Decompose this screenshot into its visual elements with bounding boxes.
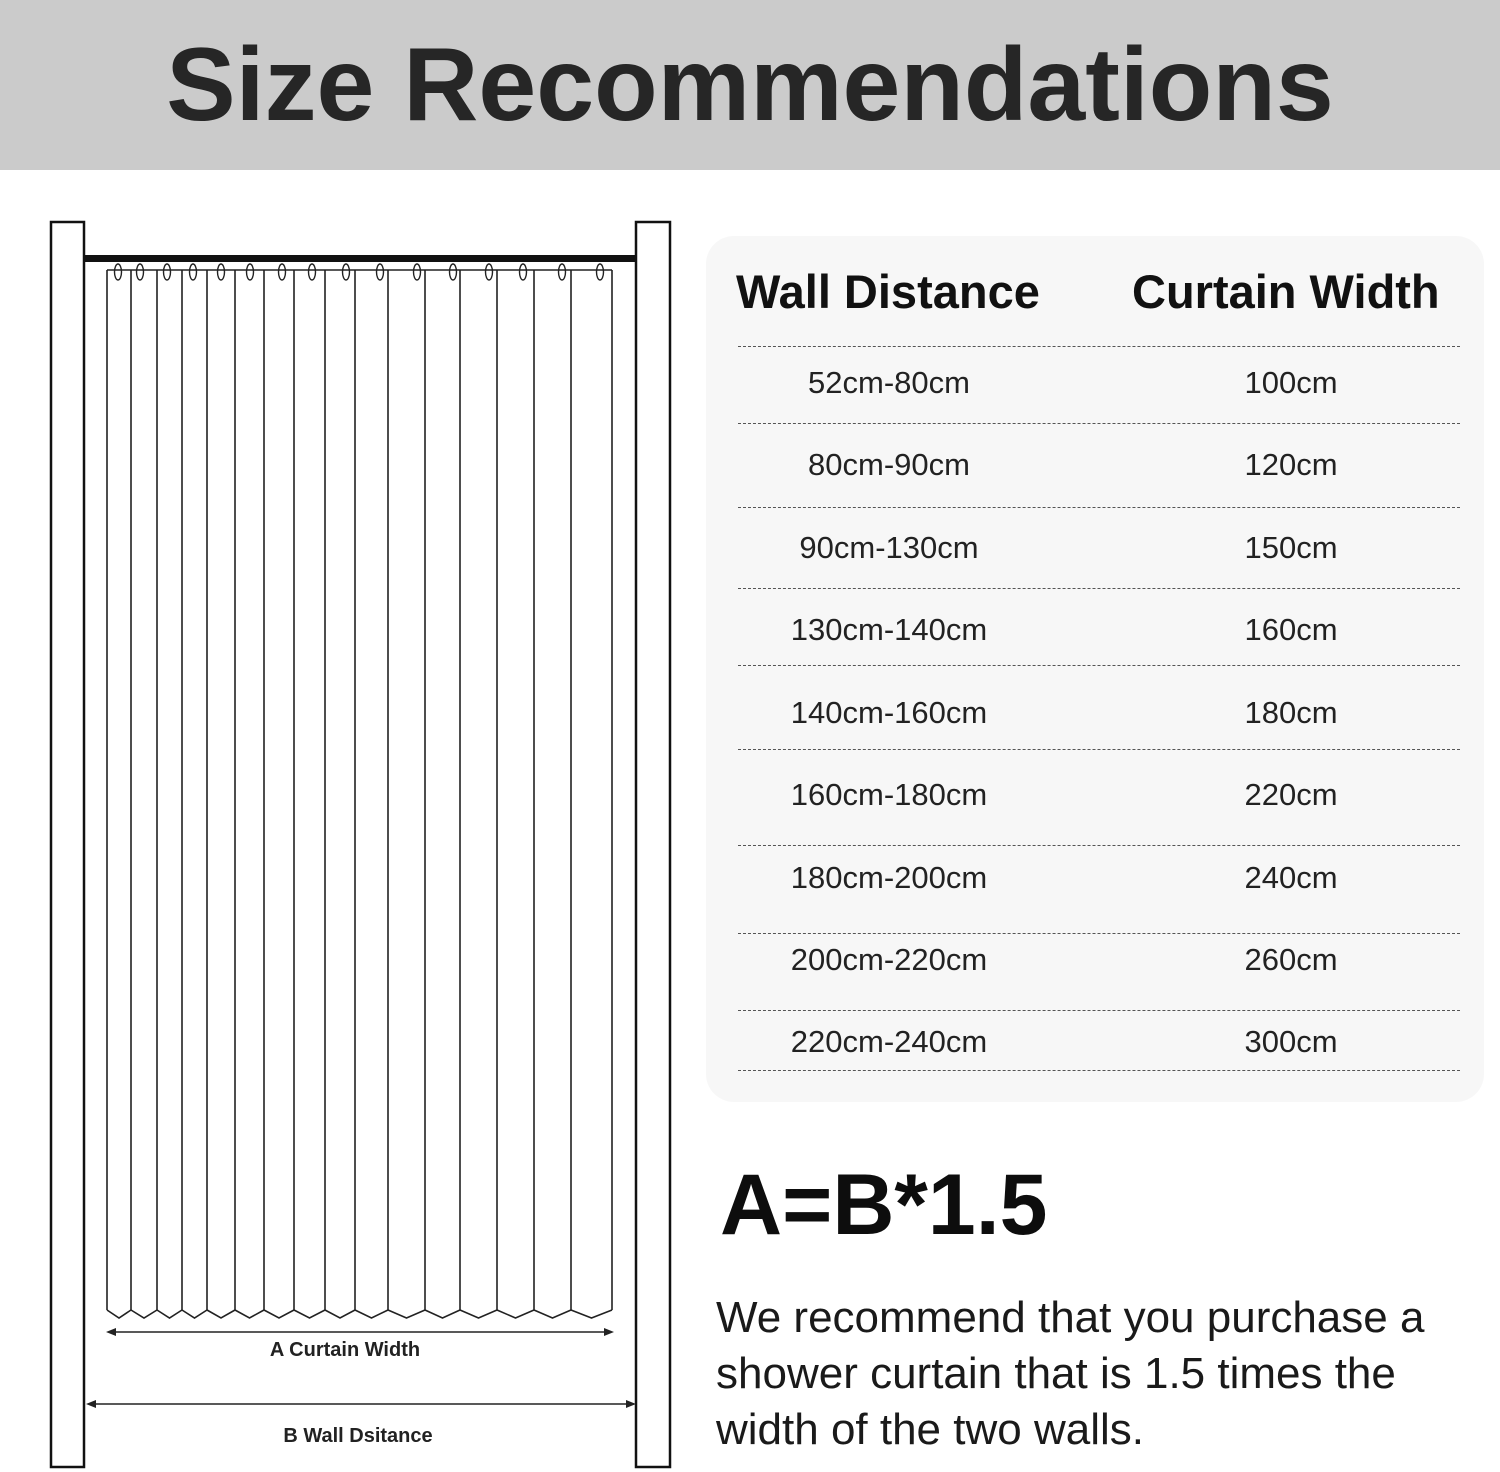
curtain-rod xyxy=(84,255,636,262)
wall-distance-arrow xyxy=(86,1400,636,1408)
curtain-ring xyxy=(377,264,384,280)
cell-wall-distance: 52cm-80cm xyxy=(808,365,970,400)
cell-wall-distance: 180cm-200cm xyxy=(790,860,988,895)
page-title: Size Recommendations xyxy=(166,27,1334,143)
row-divider xyxy=(738,346,1460,347)
curtain-ring xyxy=(559,264,566,280)
cell-wall-distance: 130cm-140cm xyxy=(790,612,988,647)
curtain-width-label: A Curtain Width xyxy=(269,1339,421,1361)
curtain-hem xyxy=(131,1310,157,1318)
curtain-ring xyxy=(190,264,197,280)
cell-wall-distance: 140cm-160cm xyxy=(790,695,988,730)
curtain-hem xyxy=(460,1310,497,1318)
left-wall xyxy=(51,222,84,1467)
cell-wall-distance: 200cm-220cm xyxy=(790,942,988,977)
row-divider xyxy=(738,423,1460,424)
header-banner xyxy=(0,0,1500,170)
row-divider xyxy=(738,507,1460,508)
row-divider xyxy=(738,588,1460,589)
curtain-ring xyxy=(218,264,225,280)
row-divider xyxy=(738,665,1460,666)
curtain-ring xyxy=(520,264,527,280)
curtain-hem xyxy=(182,1310,207,1318)
row-divider xyxy=(738,845,1460,846)
curtain-hem xyxy=(388,1310,425,1318)
cell-curtain-width: 240cm xyxy=(1244,860,1338,895)
curtain-hem xyxy=(325,1310,355,1318)
curtain-ring xyxy=(414,264,421,280)
curtain-ring xyxy=(164,264,171,280)
cell-curtain-width: 150cm xyxy=(1244,530,1338,565)
cell-wall-distance: 160cm-180cm xyxy=(790,777,988,812)
cell-curtain-width: 260cm xyxy=(1244,942,1338,977)
curtain-ring xyxy=(115,264,122,280)
curtain-ring xyxy=(450,264,457,280)
cell-wall-distance: 80cm-90cm xyxy=(808,447,970,482)
curtain-folds xyxy=(107,270,612,1318)
curtain-ring xyxy=(597,264,604,280)
curtain-hem xyxy=(157,1310,182,1318)
curtain-rings xyxy=(115,264,604,280)
curtain-ring xyxy=(309,264,316,280)
recommendation-note: We recommend that you purchase a shower curtain that is 1.5 times the width of the two walls. xyxy=(716,1293,1425,1454)
cell-wall-distance: 220cm-240cm xyxy=(790,1024,988,1059)
curtain-hem xyxy=(571,1310,612,1318)
curtain-ring xyxy=(279,264,286,280)
right-wall xyxy=(636,222,670,1467)
row-divider xyxy=(738,1070,1460,1071)
curtain-hem xyxy=(425,1310,460,1318)
curtain-width-arrow xyxy=(106,1328,614,1336)
curtain-hem xyxy=(235,1310,264,1318)
row-divider xyxy=(738,933,1460,934)
curtain-hem xyxy=(497,1310,534,1318)
wall-distance-label: B Wall Dsitance xyxy=(283,1425,433,1447)
cell-wall-distance: 90cm-130cm xyxy=(799,530,979,565)
header-curtain-width: Curtain Width xyxy=(1132,265,1440,318)
curtain-ring xyxy=(137,264,144,280)
curtain-ring xyxy=(247,264,254,280)
row-divider xyxy=(738,1010,1460,1011)
curtain-hem xyxy=(264,1310,294,1318)
row-divider xyxy=(738,749,1460,750)
curtain-hem xyxy=(107,1310,131,1318)
cell-curtain-width: 100cm xyxy=(1244,365,1338,400)
shower-curtain-diagram xyxy=(0,200,700,1472)
curtain-hem xyxy=(534,1310,571,1318)
cell-curtain-width: 120cm xyxy=(1244,447,1338,482)
curtain-hem xyxy=(294,1310,325,1318)
formula: A=B*1.5 xyxy=(720,1157,1048,1253)
curtain-hem xyxy=(207,1310,235,1318)
cell-curtain-width: 220cm xyxy=(1244,777,1338,812)
curtain-ring xyxy=(343,264,350,280)
cell-curtain-width: 300cm xyxy=(1244,1024,1338,1059)
curtain-hem xyxy=(355,1310,388,1318)
header-wall-distance: Wall Distance xyxy=(736,265,1040,318)
cell-curtain-width: 160cm xyxy=(1244,612,1338,647)
curtain-ring xyxy=(486,264,493,280)
cell-curtain-width: 180cm xyxy=(1244,695,1338,730)
